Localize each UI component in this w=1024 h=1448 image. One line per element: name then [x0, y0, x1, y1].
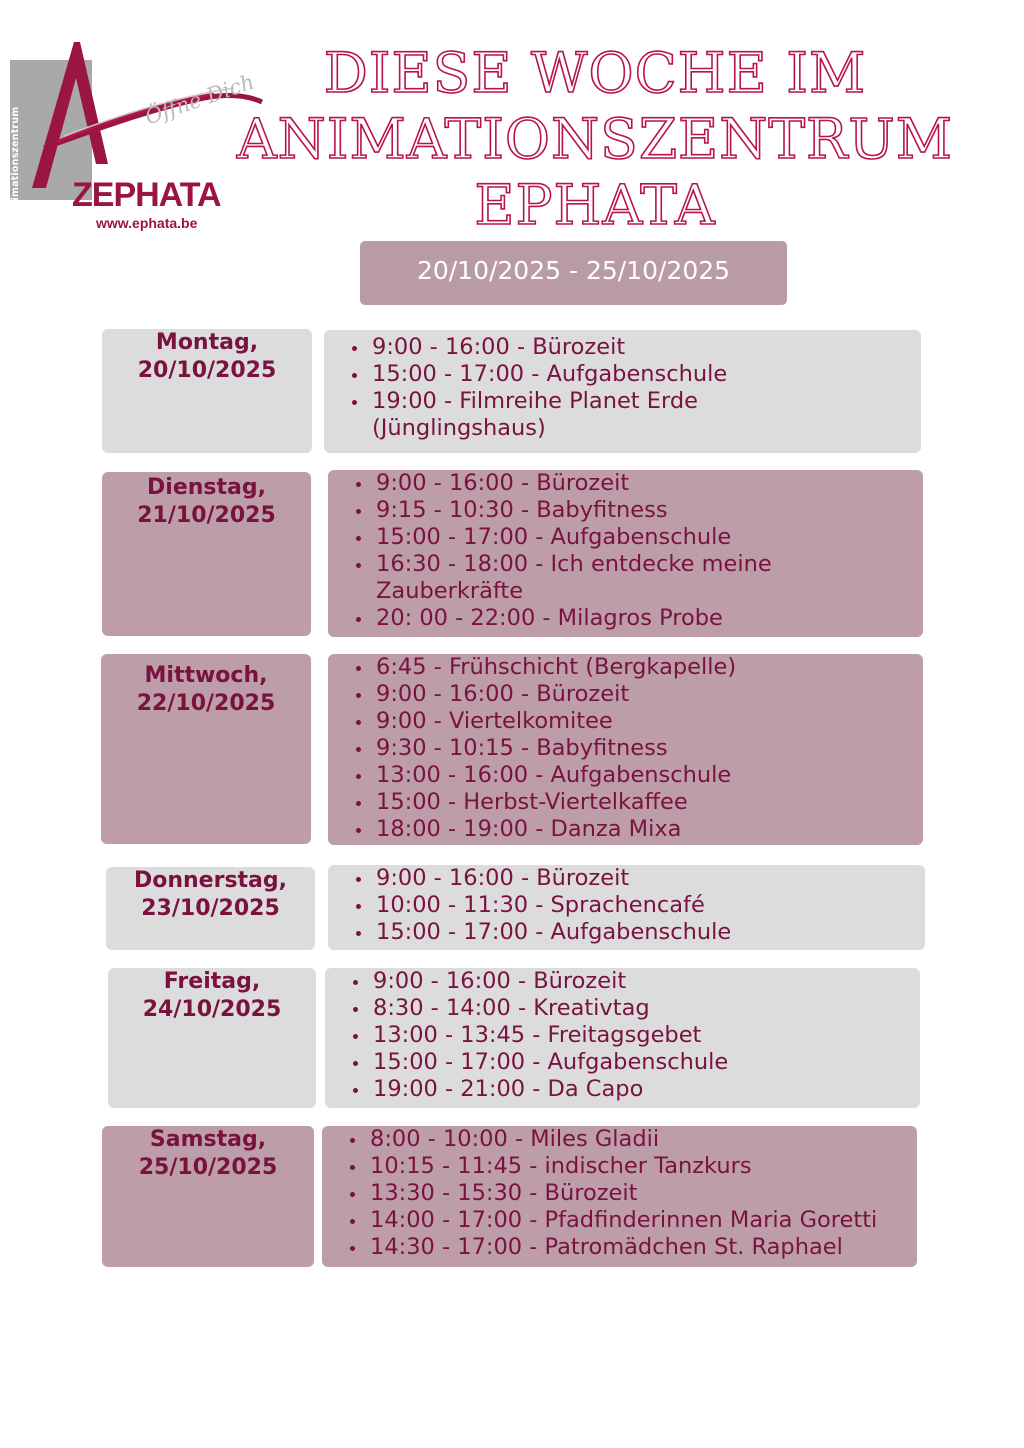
event-item: 14:00 - 17:00 - Pfadfinderinnen Maria Goretti	[370, 1207, 917, 1234]
event-item: 8:00 - 10:00 - Miles Gladii	[370, 1126, 917, 1153]
day-card-mittwoch	[101, 654, 311, 844]
events-card-donnerstag	[328, 865, 925, 950]
title-line-2: ANIMATIONSZENTRUM	[236, 107, 954, 171]
event-item: 15:00 - 17:00 - Aufgabenschule	[376, 524, 923, 551]
day-name: Montag,	[155, 330, 259, 355]
day-date: 23/10/2025	[141, 896, 280, 921]
event-list	[328, 865, 925, 946]
day-label	[102, 329, 312, 385]
event-continuation: (Jünglingshaus)	[372, 415, 546, 441]
event-list	[324, 330, 921, 415]
day-card-samstag	[102, 1126, 314, 1267]
event-item: 13:30 - 15:30 - Bürozeit	[370, 1180, 917, 1207]
event-item: 6:45 - Frühschicht (Bergkapelle)	[376, 654, 923, 681]
event-item: 18:00 - 19:00 - Danza Mixa	[376, 816, 923, 843]
event-item: 19:00 - Filmreihe Planet Erde	[372, 388, 921, 415]
event-list	[325, 968, 920, 1103]
event-item: 9:00 - 16:00 - Bürozeit	[373, 968, 920, 995]
event-item: 15:00 - 17:00 - Aufgabenschule	[376, 919, 925, 946]
day-label	[102, 472, 311, 530]
day-label	[108, 968, 316, 1024]
day-date: 20/10/2025	[137, 358, 277, 383]
day-name: Samstag,	[149, 1127, 267, 1152]
event-item: 10:15 - 11:45 - indischer Tanzkurs	[370, 1153, 917, 1180]
day-date: 21/10/2025	[137, 503, 276, 528]
day-label	[106, 867, 315, 923]
event-item: 14:30 - 17:00 - Patromädchen St. Raphael	[370, 1234, 917, 1261]
events-card-freitag	[325, 968, 920, 1108]
events-card-samstag	[322, 1126, 917, 1267]
event-list	[328, 470, 923, 578]
logo-url: www.ephata.be	[96, 215, 198, 231]
event-continuation: Zauberkräfte	[376, 578, 524, 604]
day-label	[101, 654, 311, 718]
event-list	[328, 654, 923, 843]
title-line-3: EPHATA	[474, 173, 716, 237]
events-card-dienstag	[328, 470, 923, 637]
event-item: 20: 00 - 22:00 - Milagros Probe	[376, 605, 923, 632]
logo-tagline: Öffne Dich	[142, 69, 258, 130]
day-date: 24/10/2025	[142, 997, 282, 1022]
event-item: 9:00 - 16:00 - Bürozeit	[376, 681, 923, 708]
title-line-1: DIESE WOCHE IM	[323, 41, 867, 105]
event-item: 19:00 - 21:00 - Da Capo	[373, 1076, 920, 1103]
events-card-mittwoch	[328, 654, 923, 845]
day-label	[102, 1126, 314, 1182]
event-item: 9:15 - 10:30 - Babyfitness	[376, 497, 923, 524]
events-card-montag	[324, 330, 921, 453]
event-item: 15:00 - 17:00 - Aufgabenschule	[372, 361, 921, 388]
day-date: 22/10/2025	[136, 691, 276, 716]
event-list	[328, 605, 923, 632]
day-name: Donnerstag,	[133, 868, 288, 893]
day-name: Mittwoch,	[144, 663, 268, 688]
page-title	[230, 40, 960, 238]
event-item: 9:00 - Viertelkomitee	[376, 708, 923, 735]
day-name: Freitag,	[163, 969, 261, 994]
date-range-badge: 20/10/2025 - 25/10/2025	[360, 241, 787, 305]
event-item: 13:00 - 16:00 - Aufgabenschule	[376, 762, 923, 789]
event-item: 13:00 - 13:45 - Freitagsgebet	[373, 1022, 920, 1049]
day-card-donnerstag	[106, 867, 315, 950]
logo-brand: ZEPHATA	[72, 176, 221, 214]
event-item: 9:00 - 16:00 - Bürozeit	[376, 470, 923, 497]
day-card-dienstag	[102, 472, 311, 636]
event-item: 9:00 - 16:00 - Bürozeit	[376, 865, 925, 892]
logo-side-text: Animationszentrum	[10, 106, 21, 215]
day-date: 25/10/2025	[138, 1155, 278, 1180]
day-card-montag	[102, 329, 312, 453]
event-item: 8:30 - 14:00 - Kreativtag	[373, 995, 920, 1022]
event-list	[322, 1126, 917, 1261]
event-item: 15:00 - 17:00 - Aufgabenschule	[373, 1049, 920, 1076]
day-card-freitag	[108, 968, 316, 1108]
event-item: 15:00 - Herbst-Viertelkaffee	[376, 789, 923, 816]
event-item: 16:30 - 18:00 - Ich entdecke meine	[376, 551, 923, 578]
event-item: 10:00 - 11:30 - Sprachencafé	[376, 892, 925, 919]
day-name: Dienstag,	[147, 475, 266, 500]
event-item: 9:00 - 16:00 - Bürozeit	[372, 334, 921, 361]
event-item: 9:30 - 10:15 - Babyfitness	[376, 735, 923, 762]
ephata-logo	[4, 38, 264, 231]
